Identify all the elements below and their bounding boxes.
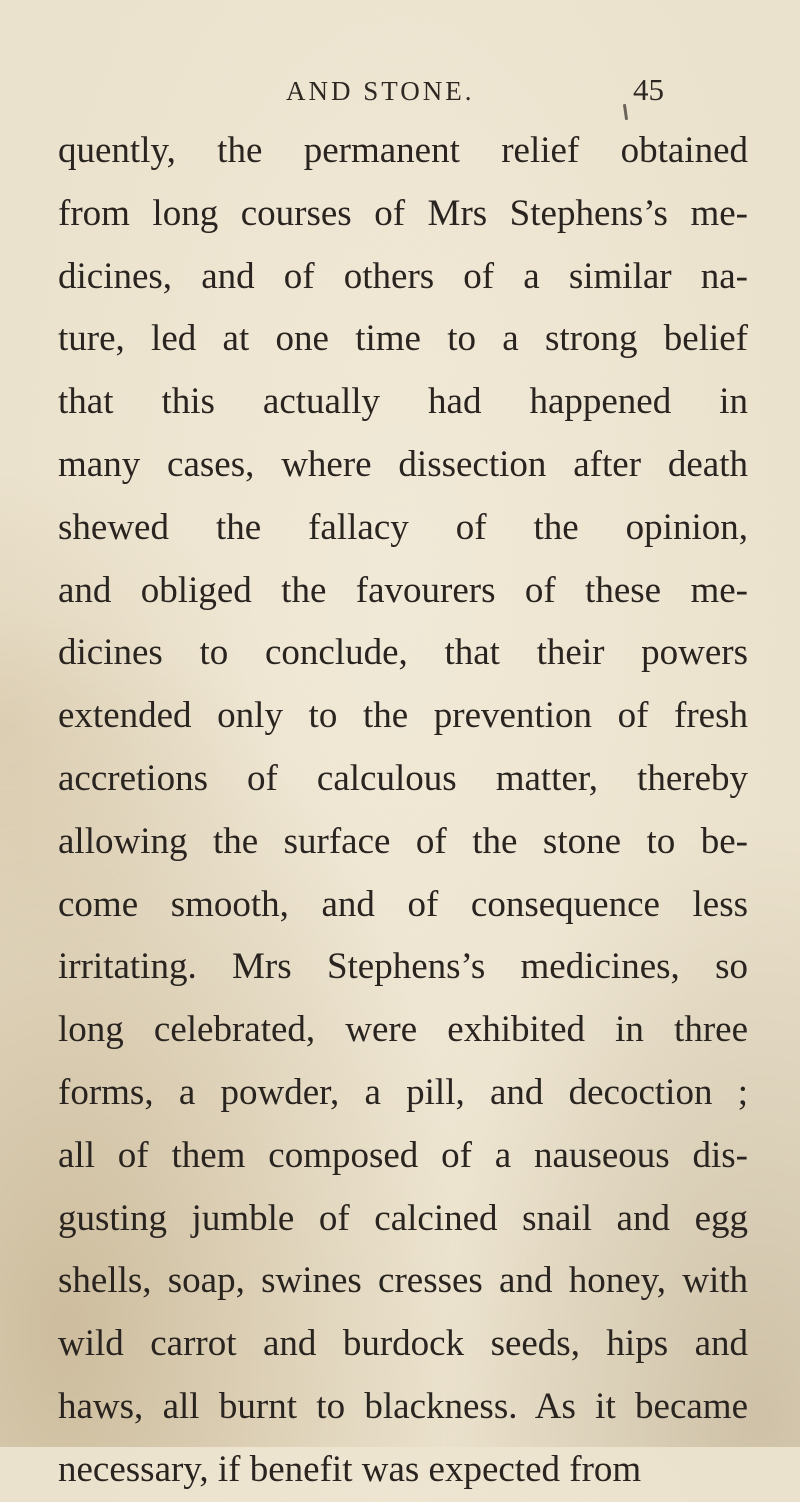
text-line: that this actually had happened in — [58, 381, 748, 423]
text-line: forms, a powder, a pill, and decoction ; — [58, 1071, 748, 1113]
text-line: irritating. Mrs Stephens’s medicines, so — [58, 946, 748, 988]
text-line: ture, led at one time to a strong belief — [58, 318, 748, 360]
page-header — [0, 72, 800, 112]
text-line: wild carrot and burdock seeds, hips and — [58, 1323, 748, 1365]
text-line: long celebrated, were exhibited in three — [58, 1009, 748, 1051]
body-text — [58, 120, 748, 1502]
text-line: dicines to conclude, that their powers — [58, 632, 748, 674]
text-line: accretions of calculous matter, thereby — [58, 757, 748, 799]
text-line: shells, soap, swines cresses and honey, with — [58, 1260, 748, 1302]
text-line: shewed the fallacy of the opinion, — [58, 506, 748, 548]
text-line: haws, all burnt to blackness. As it became — [58, 1385, 748, 1427]
text-line: extended only to the prevention of fresh — [58, 695, 748, 737]
text-line: gusting jumble of calcined snail and egg — [58, 1197, 748, 1239]
running-head: AND STONE. — [286, 76, 475, 106]
text-line: from long courses of Mrs Stephens’s me- — [58, 192, 748, 234]
text-line: all of them composed of a nauseous dis- — [58, 1134, 748, 1176]
text-line: quently, the permanent relief obtained — [58, 130, 748, 171]
text-line: come smooth, and of consequence less — [58, 883, 748, 925]
text-line: allowing the surface of the stone to be- — [58, 820, 748, 862]
text-line: many cases, where dissection after death — [58, 443, 748, 485]
page-number: 45 — [633, 72, 664, 107]
text-line: dicines, and of others of a similar na- — [58, 255, 748, 297]
text-line: and obliged the favourers of these me- — [58, 569, 748, 611]
text-line: necessary, if benefit was expected from — [58, 1448, 642, 1490]
